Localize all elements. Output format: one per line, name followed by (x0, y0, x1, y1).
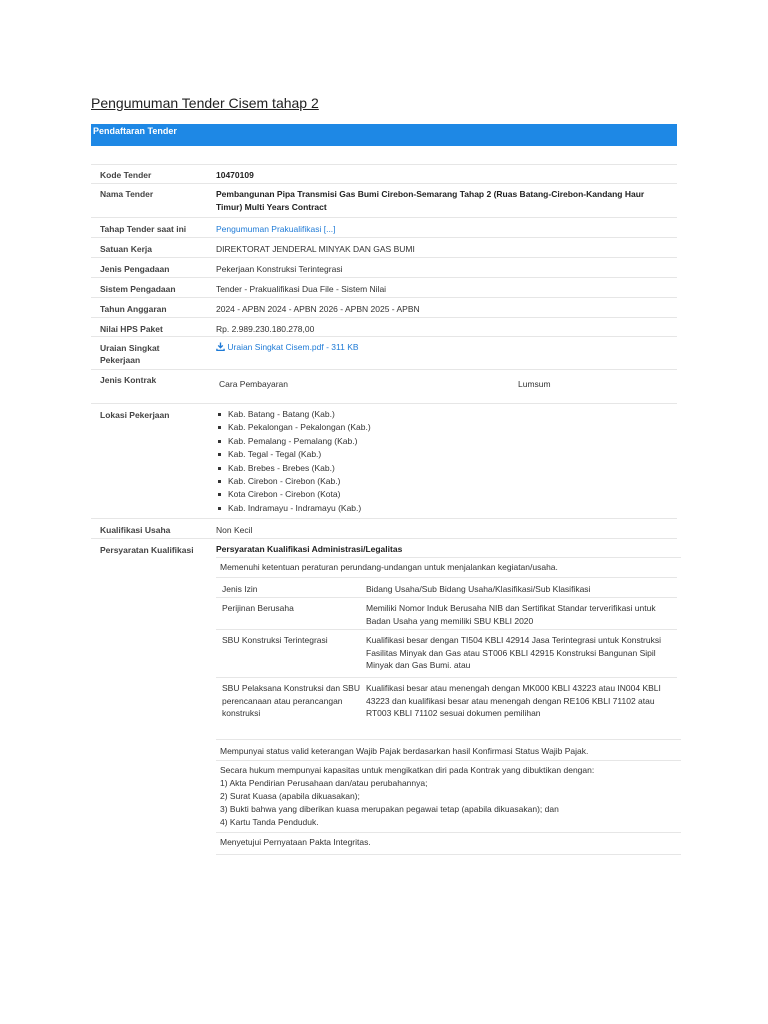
jenis-pengadaan-value: Pekerjaan Konstruksi Terintegrasi (216, 264, 343, 274)
row-persyaratan (91, 538, 677, 851)
tahap-link[interactable]: Pengumuman Prakualifikasi [...] (216, 224, 336, 234)
izin-row-a: Perijinan Berusaha (222, 603, 294, 613)
req-3-line: 2) Surat Kuasa (apabila dikuasakan); (220, 791, 360, 801)
lokasi-item: Kab. Cirebon - Cirebon (Kab.) (216, 475, 666, 488)
izin-row-b: Kualifikasi besar atau menengah dengan MK000 KBLI 43223 atau IN004 KBLI 43223 dan kualifikasi besar atau menengah dengan RE106 KBLI 71102 atau RT003 KBLI 71102 sesuai dokumen pemilihan (366, 683, 661, 718)
sistem-label: Sistem Pengadaan (100, 284, 176, 294)
tahap-label: Tahap Tender saat ini (100, 224, 187, 234)
satuan-value: DIREKTORAT JENDERAL MINYAK DAN GAS BUMI (216, 244, 415, 254)
lokasi-item: Kab. Brebes - Brebes (Kab.) (216, 462, 666, 475)
kualifikasi-label: Kualifikasi Usaha (100, 525, 171, 535)
row-sistem (91, 277, 677, 298)
sistem-value: Tender - Prakualifikasi Dua File - Sistem Nilai (216, 284, 387, 294)
lokasi-item: Kota Cirebon - Cirebon (Kota) (216, 488, 666, 501)
lokasi-item: Kab. Pemalang - Pemalang (Kab.) (216, 435, 666, 448)
persyaratan-label: Persyaratan Kualifikasi (100, 545, 194, 555)
hps-label: Nilai HPS Paket (100, 324, 163, 334)
row-jenis-pengadaan (91, 257, 677, 278)
kualifikasi-value: Non Kecil (216, 525, 253, 535)
tahun-value: 2024 - APBN 2024 - APBN 2026 - APBN 2025 - APBN (216, 304, 420, 314)
req-3-line: 3) Bukti bahwa yang diberikan kuasa merupakan pegawai tetap (apabila dikuasakan); dan (220, 804, 559, 814)
row-uraian (91, 336, 677, 370)
nama-value: Pembangunan Pipa Transmisi Gas Bumi Cirebon-Semarang Tahap 2 (Ruas Batang-Cirebon-Kandang Haur Timur) Multi Years Contract (216, 189, 645, 212)
req-3-line: 4) Kartu Tanda Penduduk. (220, 817, 319, 827)
lokasi-list (216, 408, 666, 515)
req-4: Menyetujui Pernyataan Pakta Integritas. (216, 832, 681, 855)
kontrak-lumsum: Lumsum (518, 379, 551, 389)
nama-label: Nama Tender (100, 189, 154, 199)
izin-header-jenis: Jenis Izin (222, 584, 258, 594)
hps-value: Rp. 2.989.230.180.278,00 (216, 324, 315, 334)
section-banner (91, 124, 677, 146)
row-tahun (91, 297, 677, 318)
req-3-line: Secara hukum mempunyai kapasitas untuk mengikatkan diri pada Kontrak yang dibuktikan dengan: (220, 765, 595, 775)
kode-label: Kode Tender (100, 170, 152, 180)
satuan-label: Satuan Kerja (100, 244, 152, 254)
kode-value: 10470109 (216, 170, 254, 180)
jenis-pengadaan-label: Jenis Pengadaan (100, 264, 170, 274)
izin-table (216, 577, 677, 752)
izin-row-a: SBU Konstruksi Terintegrasi (222, 635, 328, 645)
row-satuan (91, 237, 677, 258)
uraian-label: Uraian Singkat Pekerjaan (100, 343, 160, 365)
lokasi-item: Kab. Batang - Batang (Kab.) (216, 408, 666, 421)
kontrak-cara-pembayaran: Cara Pembayaran (219, 379, 288, 389)
persyaratan-heading: Persyaratan Kualifikasi Administrasi/Legalitas (216, 544, 403, 554)
banner-label: Pendaftaran Tender (93, 126, 177, 136)
row-kualifikasi (91, 518, 677, 539)
lokasi-item: Kab. Tegal - Tegal (Kab.) (216, 448, 666, 461)
uraian-file-label: Uraian Singkat Cisem.pdf - 311 KB (227, 342, 359, 352)
lokasi-label: Lokasi Pekerjaan (100, 410, 170, 420)
row-tahap (91, 217, 677, 238)
izin-row-b: Kualifikasi besar dengan TI504 KBLI 42914 Jasa Terintegrasi untuk Konstruksi Fasilitas Minyak dan Gas atau ST006 KBLI 42915 Konstruksi Bangunan Sipil Minyak dan Gas Bumi. atau (366, 635, 662, 670)
row-kontrak (91, 369, 677, 407)
req-3 (216, 760, 681, 832)
lokasi-item: Kab. Pekalongan - Pekalongan (Kab.) (216, 421, 666, 434)
lokasi-item: Kab. Indramayu - Indramayu (Kab.) (216, 502, 666, 515)
izin-header-bidang: Bidang Usaha/Sub Bidang Usaha/Klasifikasi/Sub Klasifikasi (366, 584, 591, 594)
izin-row-b: Memiliki Nomor Induk Berusaha NIB dan Sertifikat Standar terverifikasi untuk Badan Usaha yang memiliki SBU KBLI 2020 (366, 603, 656, 626)
row-lokasi (91, 403, 677, 520)
req-3-line: 1) Akta Pendirian Perusahaan dan/atau perubahannya; (220, 778, 428, 788)
kontrak-label: Jenis Kontrak (100, 375, 157, 385)
row-hps (91, 317, 677, 338)
req-2: Mempunyai status valid keterangan Wajib Pajak berdasarkan hasil Konfirmasi Status Wajib Pajak. (216, 739, 681, 758)
tahun-label: Tahun Anggaran (100, 304, 167, 314)
document-title: Pengumuman Tender Cisem tahap 2 (91, 95, 319, 111)
req-1: Memenuhi ketentuan peraturan perundang-undangan untuk menjalankan kegiatan/usaha. (216, 557, 681, 574)
download-icon (216, 342, 225, 351)
izin-row-a: SBU Pelaksana Konstruksi dan SBU perencanaan atau perancangan konstruksi (222, 683, 360, 718)
uraian-download-link[interactable] (216, 341, 666, 354)
